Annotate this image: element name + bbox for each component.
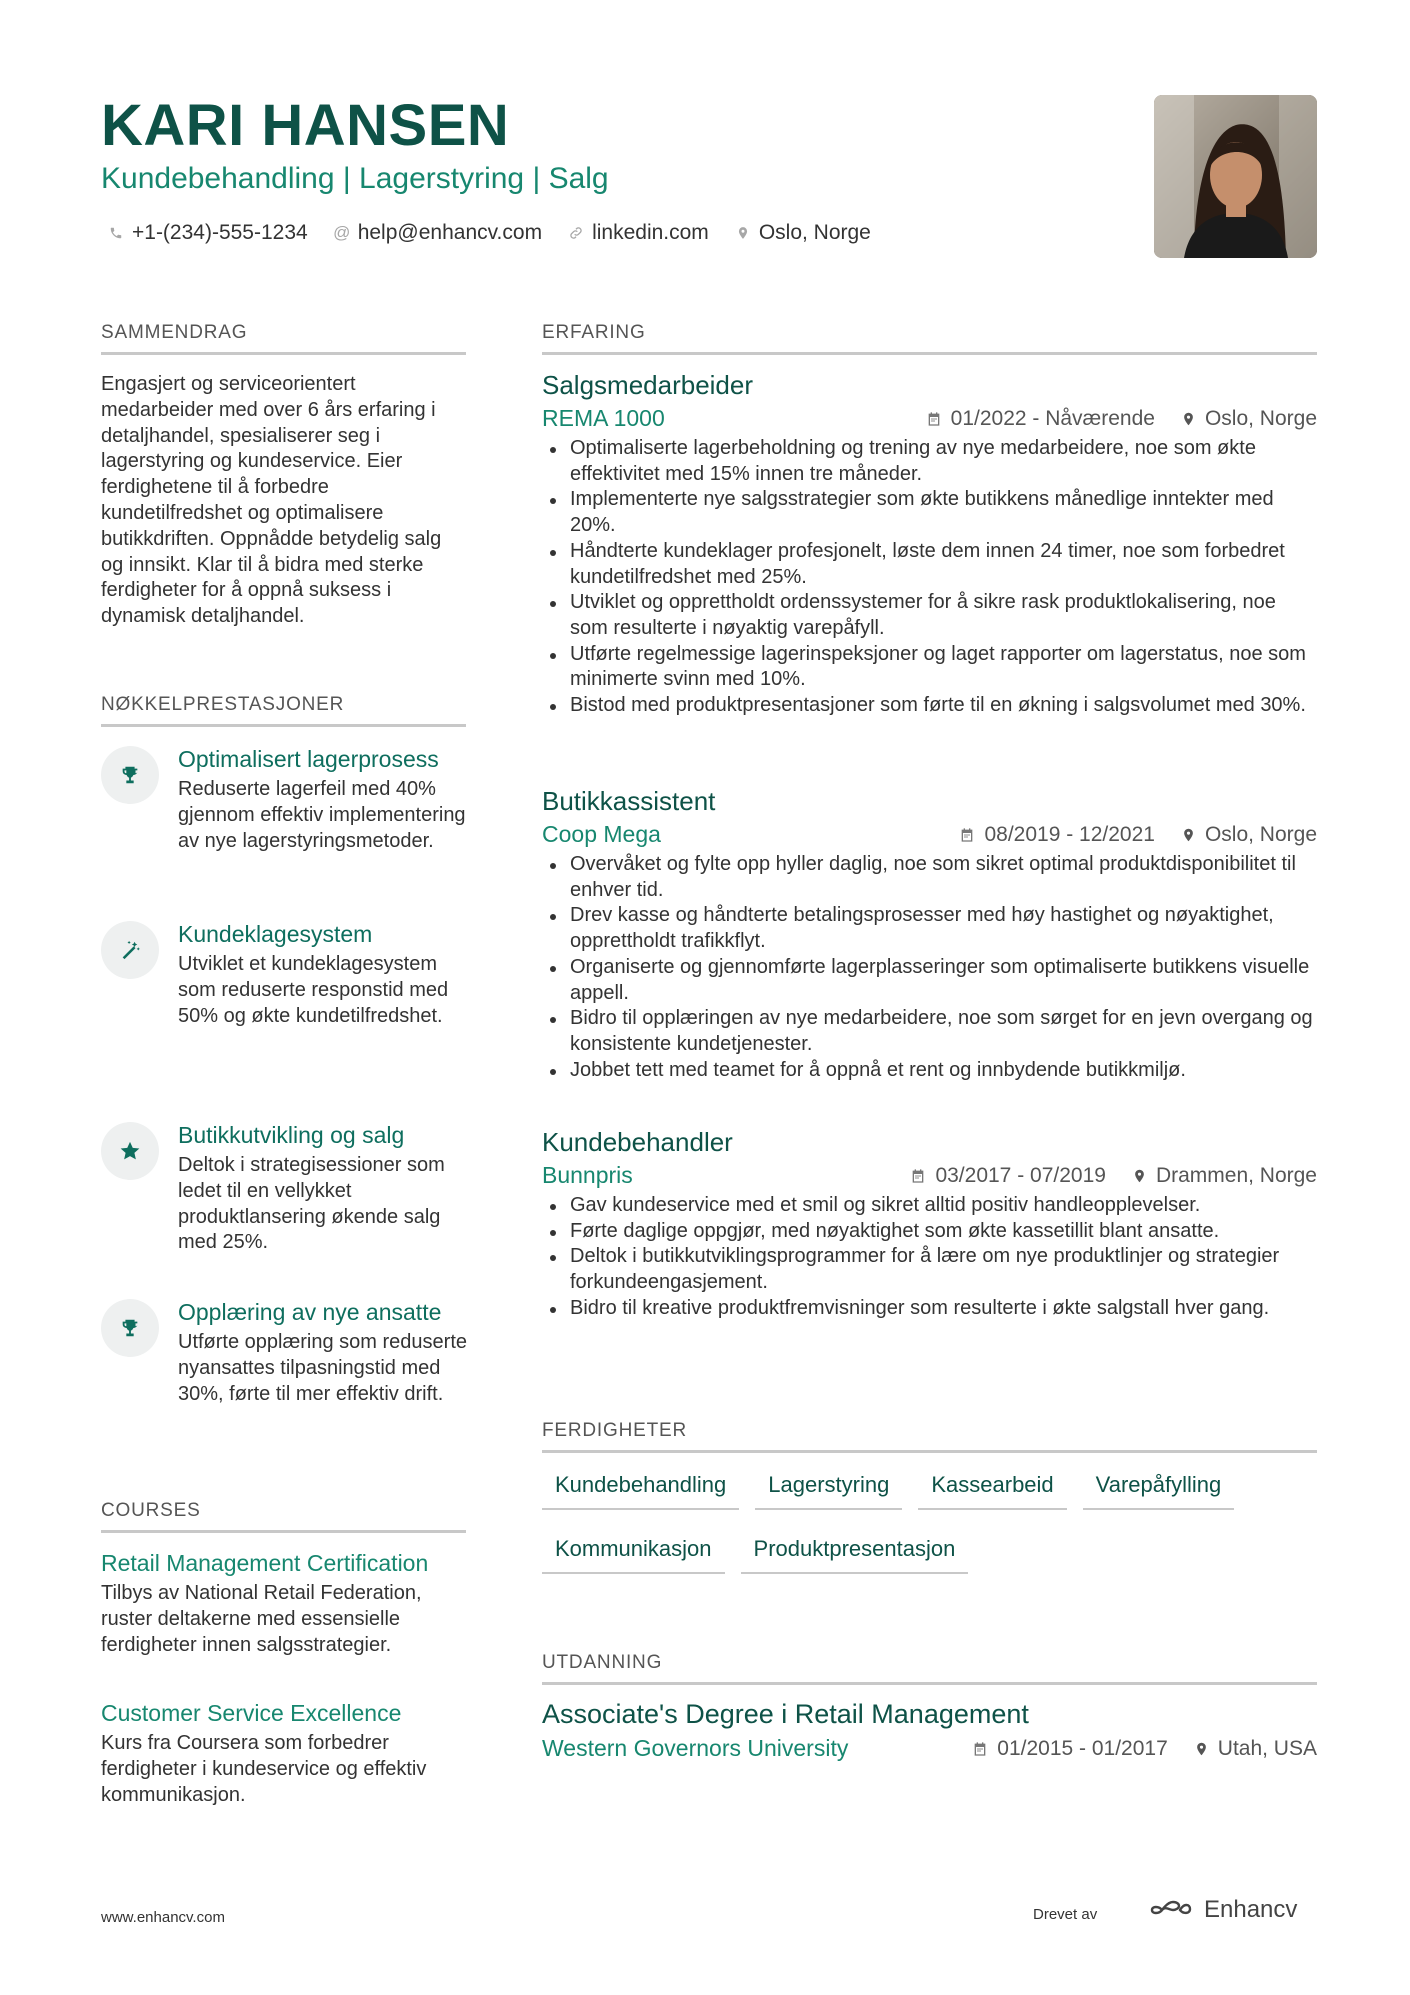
link-icon <box>568 225 584 241</box>
job-dates <box>959 823 1154 847</box>
course-item <box>101 1548 471 1658</box>
map-pin-icon <box>1132 1167 1147 1185</box>
job-bullet: Førte daglige oppgjør, med nøyaktighet som økte kassetillit blant ansatte. <box>542 1219 1317 1245</box>
calendar-icon <box>926 411 942 427</box>
job-location <box>1132 1164 1317 1188</box>
skill-tag: Lagerstyring <box>755 1468 902 1510</box>
enhancv-logo-icon <box>1150 1898 1196 1922</box>
education-item <box>542 1697 1317 1762</box>
contact-location-text: Oslo, Norge <box>758 221 871 244</box>
achievement-item <box>101 744 471 854</box>
job-bullets <box>542 1193 1317 1322</box>
map-pin-icon <box>1181 410 1196 428</box>
achievement-title: Kundeklagesystem <box>178 921 373 947</box>
footer-url[interactable]: www.enhancv.com <box>101 1909 225 1926</box>
section-experience-header: ERFARING <box>542 322 1317 355</box>
job-bullet: Utviklet og opprettholdt ordenssystemer for å sikre rask produktlokalisering, noe som resulterte i nøyaktig varepåfyll. <box>542 590 1317 641</box>
calendar-icon <box>959 827 975 843</box>
education-dates <box>972 1737 1167 1761</box>
job-bullet: Implementerte nye salgsstrategier som økte butikkens månedlige inntekter med 20%. <box>542 487 1317 538</box>
profile-photo <box>1154 95 1317 258</box>
job-location-text: Oslo, Norge <box>1204 822 1317 846</box>
experience-item <box>542 1125 1317 1322</box>
job-company: Coop Mega <box>542 821 661 847</box>
course-title: Customer Service Excellence <box>101 1700 402 1726</box>
job-bullet: Håndterte kundeklager profesjonelt, løste dem innen 24 timer, noe som forbedret kundetilfredshet med 25%. <box>542 539 1317 590</box>
achievement-title: Opplæring av nye ansatte <box>178 1299 442 1325</box>
job-bullet: Optimaliserte lagerbeholdning og trening av nye medarbeidere, noe som økte effektivitet med 15% innen tre måneder. <box>542 436 1317 487</box>
section-skills-header: FERDIGHETER <box>542 1420 1317 1453</box>
job-bullet: Gav kundeservice med et smil og sikret alltid positiv handleopplevelser. <box>542 1193 1317 1219</box>
skill-tag: Produktpresentasjon <box>741 1532 969 1574</box>
brand-logo[interactable] <box>1150 1896 1297 1924</box>
skills-list <box>542 1468 1317 1574</box>
contact-email-text: help@enhancv.com <box>357 221 543 244</box>
job-bullet: Utførte regelmessige lagerinspeksjoner og laget rapporter om lagerstatus, noe som minimerte svinn med 10%. <box>542 642 1317 693</box>
job-location <box>1181 823 1317 847</box>
contact-phone[interactable] <box>108 221 308 245</box>
footer-powered-by: Drevet av <box>1033 1906 1098 1923</box>
course-item <box>101 1698 471 1808</box>
section-courses-header: COURSES <box>101 1500 466 1533</box>
achievement-item <box>101 919 471 1029</box>
education-location <box>1194 1737 1317 1761</box>
job-location-text: Drammen, Norge <box>1155 1163 1317 1187</box>
section-achievements-header: NØKKELPRESTASJONER <box>101 694 466 727</box>
achievement-title: Butikkutvikling og salg <box>178 1122 405 1148</box>
achievement-desc: Utviklet et kundeklagesystem som reduserte responstid med 50% og økte kundetilfredshet. <box>178 953 449 1027</box>
map-pin-icon <box>1194 1740 1209 1758</box>
map-pin-icon <box>735 225 751 241</box>
contact-linkedin[interactable] <box>568 221 709 245</box>
section-summary-header: SAMMENDRAG <box>101 322 466 355</box>
candidate-name: KARI HANSEN <box>101 93 510 158</box>
job-location <box>1181 407 1317 431</box>
achievement-desc: Utførte opplæring som reduserte nyansattes tilpasningstid med 30%, førte til mer effektiv drift. <box>178 1331 468 1405</box>
brand-name: Enhancv <box>1204 1896 1298 1923</box>
job-bullet: Bidro til kreative produktfremvisninger som resulterte i økte salgstall hver gang. <box>542 1296 1317 1322</box>
contact-row <box>108 221 871 245</box>
skill-tag: Kommunikasjon <box>542 1532 725 1574</box>
education-dates-text: 01/2015 - 01/2017 <box>997 1736 1168 1760</box>
star-icon <box>101 1122 159 1180</box>
candidate-title: Kundebehandling | Lagerstyring | Salg <box>101 162 609 195</box>
contact-linkedin-text: linkedin.com <box>592 221 709 244</box>
experience-item <box>542 368 1317 719</box>
contact-location <box>735 221 871 245</box>
calendar-icon <box>910 1168 926 1184</box>
job-dates-text: 03/2017 - 07/2019 <box>935 1163 1106 1187</box>
achievement-desc: Deltok i strategisessioner som ledet til en vellykket produktlansering økende salg med 25%. <box>178 1154 445 1254</box>
job-bullets <box>542 436 1317 719</box>
course-title: Retail Management Certification <box>101 1550 429 1576</box>
contact-phone-text: +1-(234)-555-1234 <box>132 221 308 244</box>
education-school: Western Governors University <box>542 1735 849 1761</box>
job-bullet: Bistod med produktpresentasjoner som førte til en økning i salgsvolumet med 30%. <box>542 693 1317 719</box>
job-bullet: Jobbet tett med teamet for å oppnå et rent og innbydende butikkmiljø. <box>542 1058 1317 1084</box>
job-bullet: Bidro til opplæringen av nye medarbeidere, noe som sørget for en jevn overgang og konsistente kundetjenester. <box>542 1006 1317 1057</box>
course-desc: Kurs fra Coursera som forbedrer ferdigheter i kundeservice og effektiv kommunikasjon. <box>101 1732 427 1806</box>
job-bullet: Drev kasse og håndterte betalingsprosesser med høy hastighet og nøyaktighet, opprettholdt trafikkflyt. <box>542 903 1317 954</box>
achievement-item <box>101 1297 471 1407</box>
skill-tag: Kundebehandling <box>542 1468 739 1510</box>
at-icon: @ <box>333 223 351 242</box>
job-bullet: Deltok i butikkutviklingsprogrammer for å lære om nye produktlinjer og strategier forkundeengasjement. <box>542 1244 1317 1295</box>
job-bullets <box>542 852 1317 1083</box>
map-pin-icon <box>1181 826 1196 844</box>
job-bullet: Organiserte og gjennomførte lagerplasseringer som optimaliserte butikkens visuelle appell. <box>542 955 1317 1006</box>
job-bullet: Overvåket og fylte opp hyller daglig, noe som sikret optimal produktdisponibilitet til enhver tid. <box>542 852 1317 903</box>
job-dates-text: 08/2019 - 12/2021 <box>984 822 1155 846</box>
skill-tag: Kassearbeid <box>918 1468 1066 1510</box>
summary-text: Engasjert og serviceorientert medarbeider med over 6 års erfaring i detaljhandel, spesialiserer seg i lagerstyring og kundeservice. Eier ferdighetene til å forbedre kundetilfredshet og optimalisere butikkdriften. Oppnådde betydelig salg og innsikt. Klar til å bidra med sterke ferdigheter for å oppnå suksess i dynamisk detaljhandel. <box>101 373 442 628</box>
job-title: Salgsmedarbeider <box>542 370 754 400</box>
skill-tag: Varepåfylling <box>1083 1468 1235 1510</box>
education-degree: Associate's Degree i Retail Management <box>542 1699 1029 1729</box>
job-dates-text: 01/2022 - Nåværende <box>950 406 1155 430</box>
experience-item <box>542 784 1317 1083</box>
achievement-title: Optimalisert lagerprosess <box>178 746 439 772</box>
job-title: Kundebehandler <box>542 1127 733 1157</box>
job-dates <box>910 1164 1105 1188</box>
job-dates <box>926 407 1155 431</box>
trophy-icon <box>101 1299 159 1357</box>
magic-wand-icon <box>101 921 159 979</box>
contact-email[interactable] <box>334 221 542 245</box>
education-location-text: Utah, USA <box>1217 1736 1317 1760</box>
job-company: Bunnpris <box>542 1162 633 1188</box>
section-education-header: UTDANNING <box>542 1652 1317 1685</box>
achievement-desc: Reduserte lagerfeil med 40% gjennom effektiv implementering av nye lagerstyringsmetoder. <box>178 778 466 852</box>
job-company: REMA 1000 <box>542 405 665 431</box>
trophy-icon <box>101 746 159 804</box>
job-location-text: Oslo, Norge <box>1204 406 1317 430</box>
phone-icon <box>108 225 124 241</box>
achievement-item <box>101 1120 471 1256</box>
job-title: Butikkassistent <box>542 786 716 816</box>
course-desc: Tilbys av National Retail Federation, ruster deltakerne med essensielle ferdigheter innen salgsstrategier. <box>101 1582 422 1656</box>
calendar-icon <box>972 1741 988 1757</box>
